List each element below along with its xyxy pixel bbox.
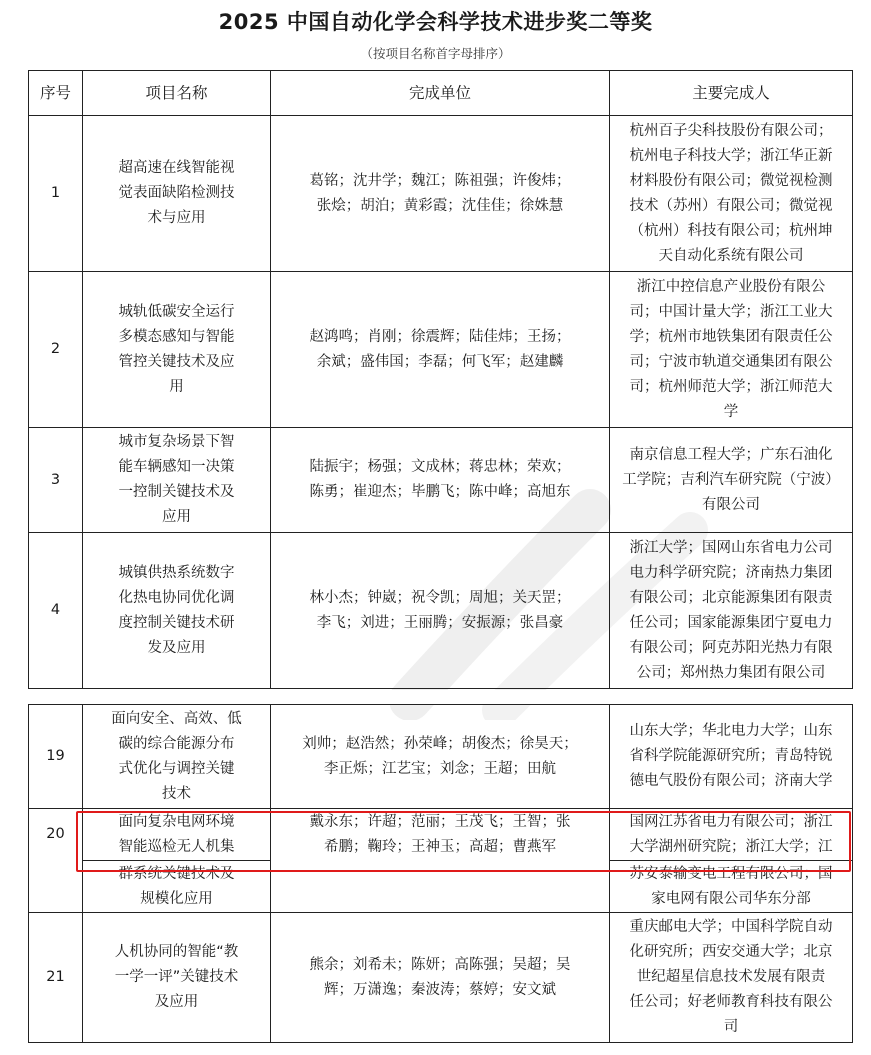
awards-table-bottom (28, 704, 853, 1043)
main-contributors-cell (610, 428, 853, 533)
row-number: 1 (29, 116, 83, 272)
main-contributors-line: 大学湖州研究院；浙江大学；江 (629, 838, 833, 855)
main-contributors-line: 有限公司；阿克苏阳光热力有限 (629, 639, 833, 656)
main-contributors-line: 司；杭州师范大学；浙江师范大 (629, 378, 833, 395)
completion-units-cell (271, 116, 610, 272)
main-contributors-line: 任公司；国家能源集团宁夏电力 (629, 614, 833, 631)
main-contributors-line: 电力科学研究院；济南热力集团 (629, 564, 833, 581)
project-name-line: 度控制关键技术研 (118, 614, 235, 631)
row-number: 21 (29, 913, 83, 1043)
main-contributors-line: 学 (723, 403, 739, 420)
project-name-cell (83, 116, 271, 272)
completion-units-cell (271, 913, 610, 1043)
completion-units-cell (271, 705, 610, 809)
main-contributors-line: 学；杭州市地铁集团有限责任公 (629, 328, 833, 345)
project-name-line: 管控关键技术及应 (118, 353, 235, 370)
main-contributors-line: 有限公司 (702, 496, 760, 513)
main-contributors-line: 德电气股份有限公司；济南大学 (629, 773, 833, 789)
main-contributors-line: 苏安泰输变电工程有限公司；国 (629, 865, 833, 882)
main-contributors-cell (610, 116, 853, 272)
project-name-line: 城市复杂场景下智 (118, 434, 235, 450)
main-contributors-line: 任公司；好老师教育科技有限公 (629, 994, 833, 1010)
table-row (29, 913, 853, 1043)
project-name-line: 应用 (162, 509, 191, 525)
main-contributors-line: 国网江苏省电力有限公司；浙江 (629, 813, 833, 830)
completion-units-line: 刘帅；赵浩然；孙荣峰；胡俊杰；徐昊天； (302, 735, 578, 752)
completion-units-cell (271, 272, 610, 428)
main-contributors-line: 浙江大学；国网山东省电力公司 (629, 539, 833, 556)
main-contributors-line: 南京信息工程大学；广东石油化 (629, 446, 833, 463)
project-name-line: 发及应用 (147, 639, 206, 656)
project-name-line: 化热电协同优化调 (118, 589, 235, 606)
page-break (28, 690, 852, 704)
main-contributors-line: 工学院；吉利汽车研究院（宁波） (622, 471, 840, 488)
completion-units-line: 余斌；盛伟国；李磊；何飞军；赵建麟 (316, 353, 564, 370)
table-row (29, 705, 853, 809)
main-contributors-line: 司；中国计量大学；浙江工业大 (629, 303, 833, 320)
completion-units-cell (271, 428, 610, 533)
page-subtitle: （按项目名称首字母排序） (360, 46, 511, 61)
project-name-line: 超高速在线智能视 (118, 160, 235, 176)
project-name-line: 人机协同的智能“教 (114, 944, 239, 960)
completion-units-line: 赵鸿鸣；肖刚；徐震辉；陆佳炜；王扬； (309, 328, 571, 345)
table-header-row (29, 71, 853, 116)
main-contributors-line: 重庆邮电大学；中国科学院自动 (629, 919, 833, 935)
main-contributors-line: 家电网有限公司华东分部 (651, 890, 811, 907)
main-contributors-line: 化研究所；西安交通大学；北京 (629, 944, 833, 960)
completion-units-line: 陈勇；崔迎杰；毕鹏飞；陈中峰；高旭东 (309, 484, 571, 500)
project-name-line: 及应用 (154, 994, 199, 1010)
main-contributors-cell (610, 861, 853, 913)
header-people: 主要完成人 (610, 71, 853, 116)
main-contributors-cell (610, 533, 853, 689)
row-number: 4 (29, 533, 83, 689)
header-name: 项目名称 (83, 71, 271, 116)
project-name-cell (83, 861, 271, 913)
main-contributors-line: （杭州）科技有限公司；杭州坤 (629, 222, 833, 239)
main-contributors-line: 司；宁波市轨道交通集团有限公 (629, 353, 833, 370)
main-contributors-line: 省科学院能源研究所；青岛特锐 (629, 748, 833, 764)
project-name-line: 城镇供热系统数字 (118, 564, 235, 581)
project-name-line: 群系统关键技术及 (118, 865, 235, 882)
table-row (29, 861, 853, 913)
project-name-cell (83, 705, 271, 809)
project-name-line: 面向安全、高效、低 (111, 710, 242, 727)
project-name-line: 术与应用 (147, 210, 206, 226)
table-row (29, 533, 853, 689)
completion-units-line: 林小杰；钟崴；祝令凯；周旭；关天罡； (309, 589, 571, 606)
completion-units-line: 李飞；刘进；王丽腾；安振源；张昌豪 (316, 614, 564, 631)
project-name-line: 城轨低碳安全运行 (118, 303, 235, 320)
project-name-line: 规模化应用 (140, 890, 213, 907)
project-name-cell (83, 809, 271, 861)
project-name-cell (83, 913, 271, 1043)
completion-units-line: 戴永东；许超；范丽；王茂飞；王智；张 (309, 813, 571, 830)
project-name-line: 能车辆感知一决策 (118, 459, 235, 475)
page-title: 2025 中国自动化学会科学技术进步奖二等奖 (218, 10, 653, 34)
completion-units-line: 张烩；胡泊；黄彩霞；沈佳佳；徐姝慧 (316, 197, 564, 214)
main-contributors-line: 司 (723, 1019, 739, 1035)
main-contributors-line: 公司；郑州热力集团有限公司 (636, 664, 826, 681)
main-contributors-line: 天自动化系统有限公司 (658, 247, 804, 264)
project-name-cell (83, 533, 271, 689)
main-contributors-line: 有限公司；北京能源集团有限责 (629, 589, 833, 606)
main-contributors-cell (610, 913, 853, 1043)
row-number: 3 (29, 428, 83, 533)
project-name-line: 觉表面缺陷检测技 (118, 185, 235, 201)
main-contributors-cell (610, 809, 853, 861)
completion-units-line: 熊余；刘希未；陈妍；高陈强；吴超；吴 (309, 956, 571, 973)
project-name-line: 碳的综合能源分布 (118, 735, 235, 752)
project-name-line: 面向复杂电网环境 (118, 813, 235, 830)
main-contributors-line: 杭州百子尖科技股份有限公司； (629, 122, 833, 139)
project-name-cell (83, 272, 271, 428)
completion-units-line: 辉；万潇逸；秦波涛；蔡婷；安文斌 (324, 981, 556, 998)
project-name-cell (83, 428, 271, 533)
row-number (29, 861, 83, 913)
main-contributors-cell (610, 272, 853, 428)
project-name-line: 式优化与调控关键 (118, 760, 235, 777)
main-contributors-line: 山东大学；华北电力大学；山东 (629, 723, 833, 739)
completion-units-line: 李正烁；江艺宝；刘念；王超；田航 (324, 760, 556, 777)
completion-units-cell (271, 809, 610, 861)
project-name-line: 一学一评”关键技术 (114, 969, 239, 985)
project-name-line: 智能巡检无人机集 (118, 838, 235, 855)
main-contributors-cell (610, 705, 853, 809)
main-contributors-line: 杭州电子科技大学；浙江华正新 (629, 147, 833, 164)
project-name-line: 技术 (162, 785, 191, 802)
main-contributors-line: 技术（苏州）有限公司；微觉视 (629, 197, 833, 214)
header-no: 序号 (29, 71, 83, 116)
completion-units-cell (271, 861, 610, 913)
table-row (29, 428, 853, 533)
project-name-line: 多模态感知与智能 (118, 328, 235, 345)
main-contributors-line: 浙江中控信息产业股份有限公 (636, 278, 826, 295)
completion-units-line: 葛铭；沈井学；魏江；陈祖强；许俊炜； (309, 172, 571, 189)
project-name-line: 用 (169, 378, 184, 395)
main-contributors-line: 材料股份有限公司；微觉视检测 (629, 172, 833, 189)
table-row (29, 116, 853, 272)
table-row (29, 809, 853, 861)
row-number: 20 (29, 809, 83, 861)
project-name-line: 一控制关键技术及 (118, 484, 235, 500)
awards-table-top (28, 70, 853, 689)
main-contributors-line: 世纪超星信息技术发展有限责 (636, 969, 826, 985)
completion-units-line: 希鹏；鞠玲；王神玉；高超；曹燕军 (324, 838, 556, 855)
row-number: 19 (29, 705, 83, 809)
header-units: 完成单位 (271, 71, 610, 116)
row-number: 2 (29, 272, 83, 428)
completion-units-cell (271, 533, 610, 689)
table-row (29, 272, 853, 428)
completion-units-line: 陆振宇；杨强；文成林；蒋忠林；荣欢； (309, 459, 571, 475)
